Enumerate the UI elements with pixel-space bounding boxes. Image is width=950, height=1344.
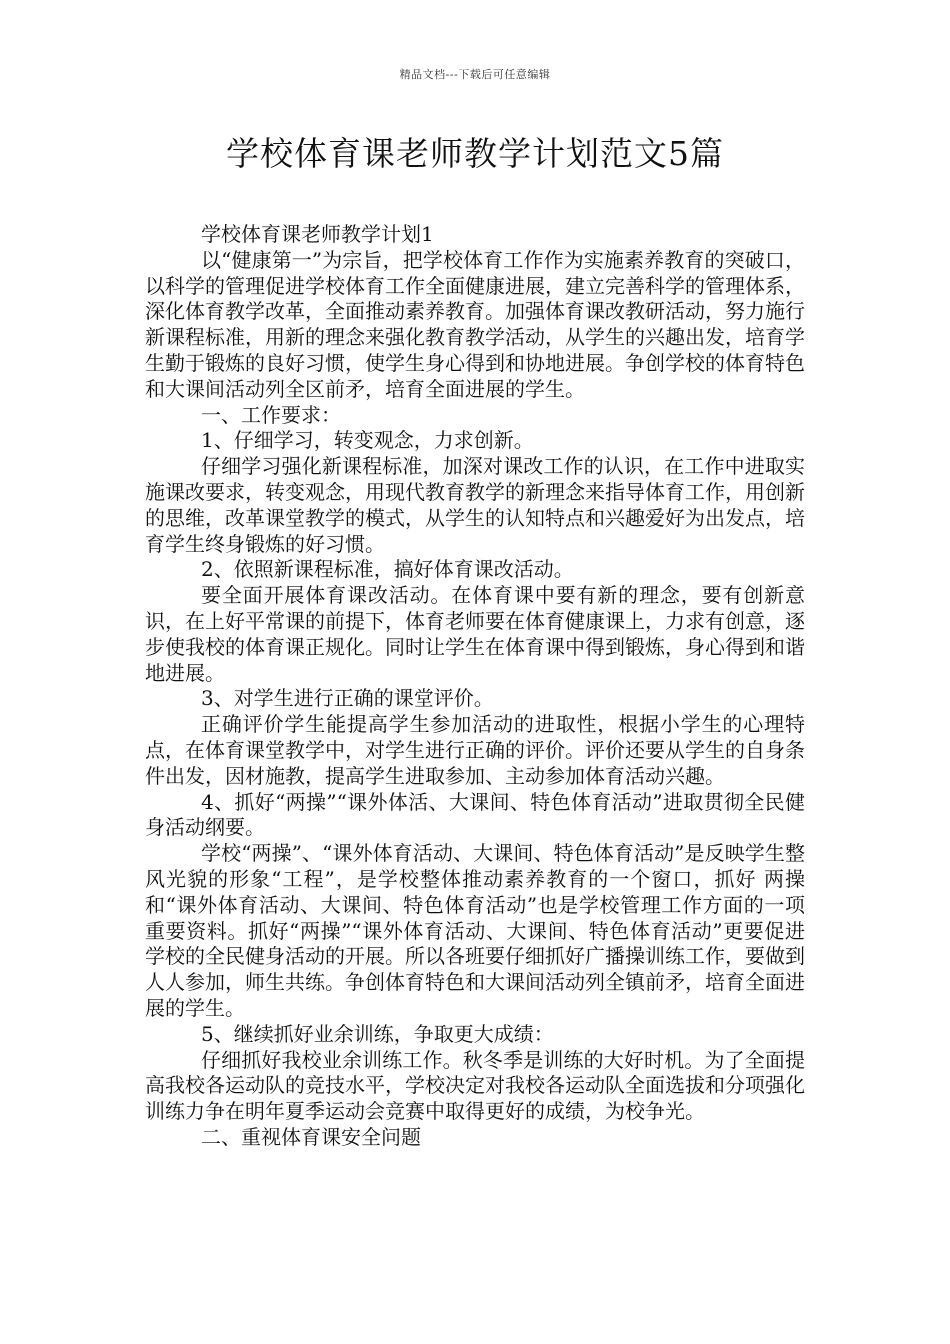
paragraph: 仔细学习强化新课程标准，加深对课改工作的认识，在工作中进取实施课改要求，转变观念，用现代教育教学的新理念来指导体育工作，用创新的思维，改革课堂教学的模式，从学生的认知特点和兴趣爱好为出发点，培育学生终身锻炼的好习惯。 <box>145 454 805 556</box>
section-heading: 一、工作要求： <box>201 402 341 427</box>
list-item-heading: 5、继续抓好业余训练，争取更大成绩： <box>201 1021 554 1046</box>
list-item-heading: 1、仔细学习，转变观念，力求创新。 <box>201 428 534 453</box>
list-item-heading: 2、依照新课程标准，搞好体育课改活动。 <box>201 557 574 582</box>
section-heading: 学校体育课老师教学计划1 <box>201 222 434 246</box>
paragraph: 要全面开展体育课改活动。在体育课中要有新的理念，要有创新意识，在上好平常课的前提下，体育老师要在体育健康课上，力求有创意，逐步使我校的体育课正规化。同时让学生在体育课中得到锻炼，身心得到和谐地进展。 <box>145 583 805 685</box>
paragraph: 学校“两操”、“课外体育活动、大课间、特色体育活动”是反映学生整风光貌的形象“工程”，是学校整体推动素养教育的一个窗口，抓好 两操 和“课外体育活动、大课间、特色体育活动”也是学校管理工作方面的一项重要资料。抓好“两操”“课外体育活动、大课间、特色体育活动”更要促进学校的全民健身活动的开展。所以各班要仔细抓好广播操训练工作，要做到人人参加，师生共练。争创体育特色和大课间活动列全镇前矛，培育全面进展的学生。 <box>145 841 805 1020</box>
section-heading: 二、重视体育课安全问题 <box>201 1124 421 1149</box>
paragraph: 仔细抓好我校业余训练工作。秋冬季是训练的大好时机。为了全面提高我校各运动队的竞技水平，学校决定对我校各运动队全面选拔和分项强化训练力争在明年夏季运动会竞赛中取得更好的成绩，为校争光。 <box>145 1047 805 1124</box>
list-item-heading: 3、对学生进行正确的课堂评价。 <box>201 686 494 711</box>
document-title: 学校体育课老师教学计划范文5篇 <box>226 134 724 173</box>
paragraph: 正确评价学生能提高学生参加活动的进取性，根据小学生的心理特点，在体育课堂教学中，对学生进行正确的评价。评价还要从学生的自身条件出发，因材施教，提高学生进取参加、主动参加体育活动兴趣。 <box>145 712 805 788</box>
document-body <box>145 222 805 1151</box>
list-item-heading: 4、抓好“两操”“课外体活、大课间、特色体育活动”进取贯彻全民健身活动纲要。 <box>145 789 805 840</box>
paragraph: 以“健康第一”为宗旨，把学校体育工作作为实施素养教育的突破口，以科学的管理促进学校体育工作全面健康进展，建立完善科学的管理体系，深化体育教学改革，全面推动素养教育。加强体育课改教研活动，努力施行新课程标准，用新的理念来强化教育教学活动，从学生的兴趣出发，培育学生勤于锻炼的良好习惯，使学生身心得到和协地进展。争创学校的体育特色和大课间活动列全区前矛，培育全面进展的学生。 <box>145 247 805 401</box>
header-note: 精品文档---下载后可任意编辑 <box>399 68 551 81</box>
